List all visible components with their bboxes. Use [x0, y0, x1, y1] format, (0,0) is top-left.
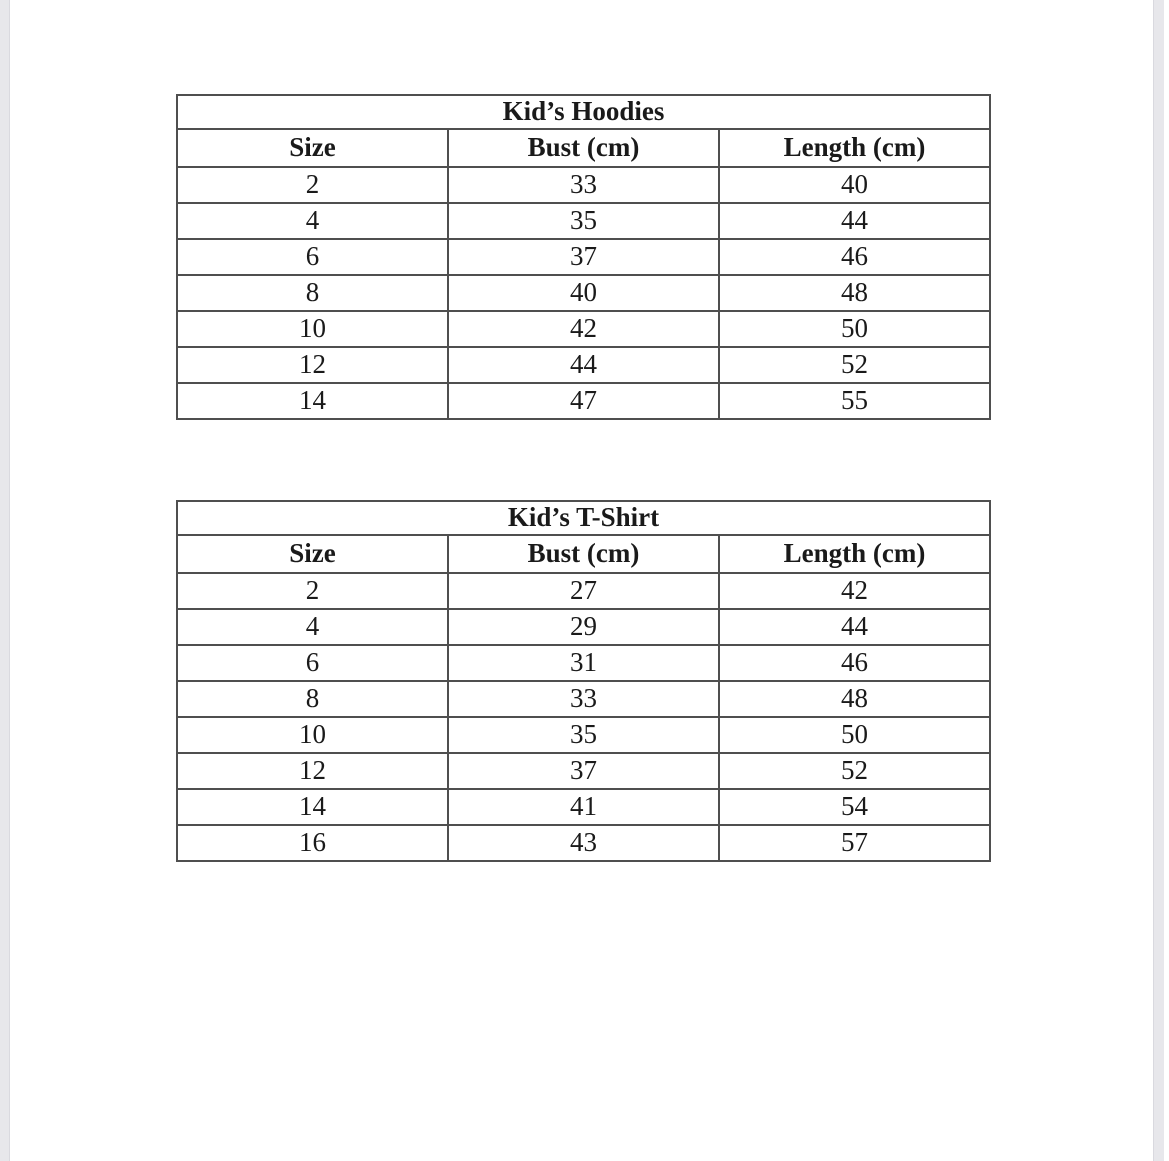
table-cell: 37: [448, 239, 719, 275]
table-row: [177, 681, 990, 717]
table-cell: 57: [719, 825, 990, 861]
page-left-gutter: [0, 0, 10, 1161]
table-cell: 16: [177, 825, 448, 861]
table-cell: 10: [177, 311, 448, 347]
table-cell: 10: [177, 717, 448, 753]
hoodies-title-row: [177, 95, 990, 129]
table-cell: 46: [719, 239, 990, 275]
table-row: [177, 383, 990, 419]
table-cell: 48: [719, 275, 990, 311]
table-cell: 42: [448, 311, 719, 347]
table-cell: 6: [177, 645, 448, 681]
table-cell: 41: [448, 789, 719, 825]
table-cell: 14: [177, 789, 448, 825]
tshirt-column-header-length: Length (cm): [719, 535, 990, 573]
table-cell: 35: [448, 717, 719, 753]
table-cell: 50: [719, 311, 990, 347]
table-cell: 52: [719, 753, 990, 789]
tshirt-table-title: Kid’s T-Shirt: [177, 501, 990, 535]
table-cell: 35: [448, 203, 719, 239]
table-row: [177, 573, 990, 609]
table-cell: 43: [448, 825, 719, 861]
table-row: [177, 347, 990, 383]
table-cell: 2: [177, 573, 448, 609]
table-row: [177, 275, 990, 311]
hoodies-table-title: Kid’s Hoodies: [177, 95, 990, 129]
table-row: [177, 609, 990, 645]
table-cell: 33: [448, 167, 719, 203]
table-cell: 40: [719, 167, 990, 203]
table-cell: 52: [719, 347, 990, 383]
table-cell: 46: [719, 645, 990, 681]
table-cell: 2: [177, 167, 448, 203]
table-cell: 48: [719, 681, 990, 717]
table-cell: 4: [177, 203, 448, 239]
table-cell: 54: [719, 789, 990, 825]
tshirt-column-header-size: Size: [177, 535, 448, 573]
hoodies-column-header-size: Size: [177, 129, 448, 167]
tshirt-table-body: [177, 573, 990, 861]
table-cell: 12: [177, 347, 448, 383]
hoodies-table-body: [177, 167, 990, 419]
hoodies-column-header-length: Length (cm): [719, 129, 990, 167]
tshirt-size-table: [176, 500, 991, 862]
tshirt-title-row: [177, 501, 990, 535]
table-row: [177, 753, 990, 789]
table-cell: 6: [177, 239, 448, 275]
table-cell: 44: [719, 203, 990, 239]
page-right-gutter: [1153, 0, 1164, 1161]
table-cell: 42: [719, 573, 990, 609]
table-row: [177, 239, 990, 275]
table-row: [177, 717, 990, 753]
table-row: [177, 203, 990, 239]
table-cell: 4: [177, 609, 448, 645]
table-cell: 31: [448, 645, 719, 681]
table-row: [177, 825, 990, 861]
table-cell: 37: [448, 753, 719, 789]
table-cell: 12: [177, 753, 448, 789]
tshirt-header-row: [177, 535, 990, 573]
hoodies-column-header-bust: Bust (cm): [448, 129, 719, 167]
table-cell: 40: [448, 275, 719, 311]
table-row: [177, 645, 990, 681]
table-cell: 14: [177, 383, 448, 419]
table-row: [177, 789, 990, 825]
table-cell: 29: [448, 609, 719, 645]
table-cell: 50: [719, 717, 990, 753]
tshirt-column-header-bust: Bust (cm): [448, 535, 719, 573]
table-cell: 27: [448, 573, 719, 609]
table-cell: 8: [177, 275, 448, 311]
table-cell: 44: [719, 609, 990, 645]
hoodies-header-row: [177, 129, 990, 167]
table-row: [177, 167, 990, 203]
table-cell: 33: [448, 681, 719, 717]
table-cell: 44: [448, 347, 719, 383]
hoodies-size-table: [176, 94, 991, 420]
table-cell: 8: [177, 681, 448, 717]
table-cell: 55: [719, 383, 990, 419]
table-row: [177, 311, 990, 347]
table-cell: 47: [448, 383, 719, 419]
